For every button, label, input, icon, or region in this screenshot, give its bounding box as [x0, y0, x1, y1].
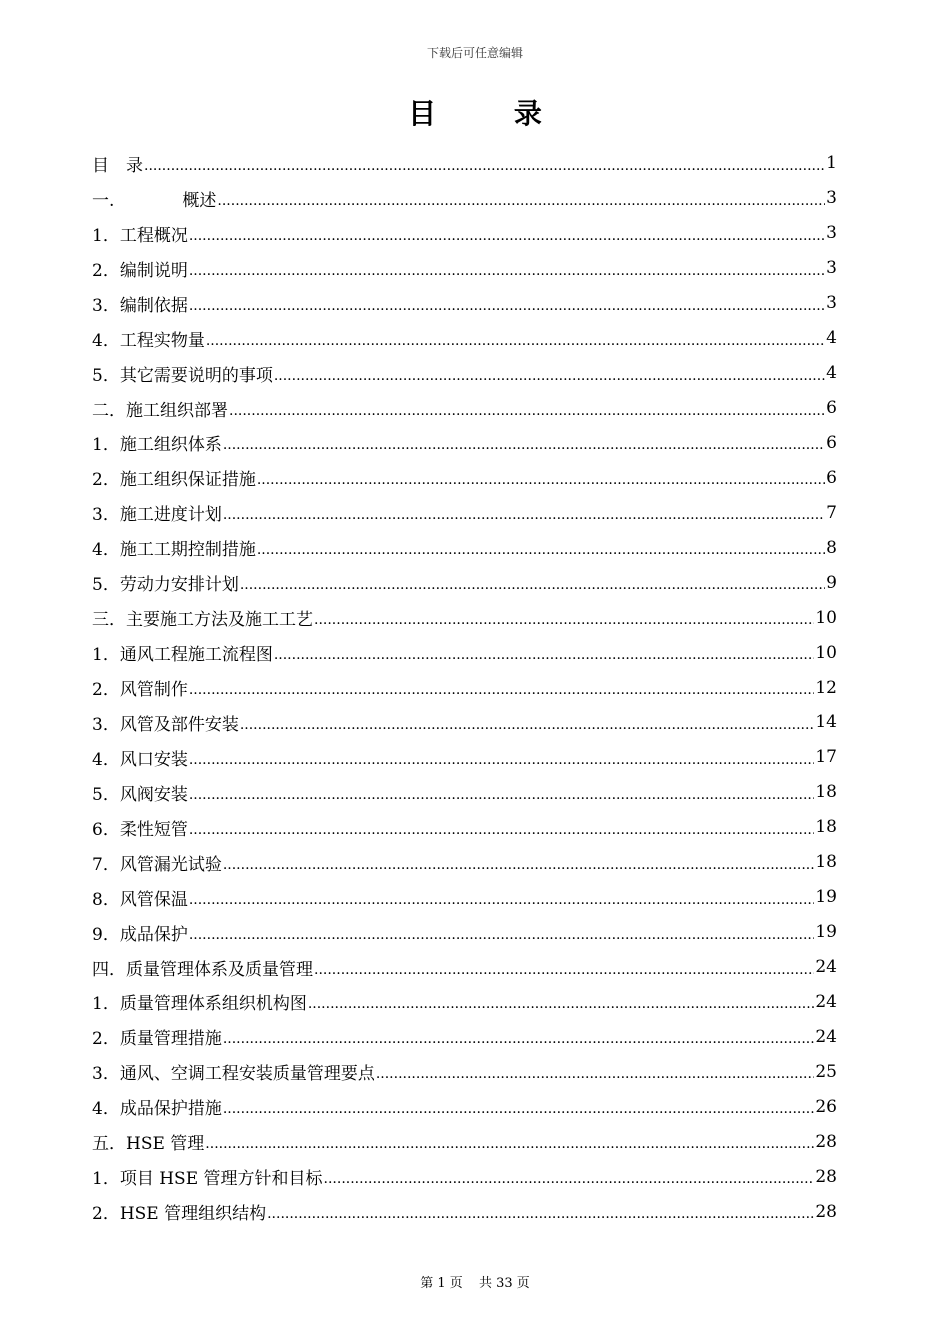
toc-entry[interactable] — [92, 356, 837, 391]
toc-leader-dots — [189, 225, 825, 242]
toc-leader-dots — [189, 295, 825, 312]
toc-entry-label: 2．HSE 管理组织结构 — [92, 1204, 267, 1225]
toc-entry[interactable] — [92, 1124, 837, 1159]
toc-entry[interactable] — [92, 286, 837, 321]
toc-entry-page: 28 — [815, 1131, 837, 1152]
toc-entry[interactable] — [92, 251, 837, 286]
toc-entry-page: 14 — [815, 712, 837, 733]
toc-entry-label: 2．编制说明 — [92, 260, 188, 281]
toc-entry[interactable] — [92, 530, 837, 565]
toc-entry-label: 目 录 — [92, 155, 143, 176]
toc-entry-label: 4．成品保护措施 — [92, 1099, 222, 1120]
toc-leader-dots — [308, 993, 815, 1010]
toc-entry-label: 5．风阀安装 — [92, 784, 188, 805]
toc-entry-label: 四．质量管理体系及质量管理 — [92, 959, 313, 980]
toc-entry[interactable] — [92, 915, 837, 950]
toc-entry[interactable] — [92, 670, 837, 705]
toc-leader-dots — [314, 959, 814, 976]
toc-entry-page: 6 — [826, 467, 837, 488]
toc-leader-dots — [189, 679, 815, 696]
toc-entry-page: 10 — [815, 642, 837, 663]
toc-entry[interactable] — [92, 1089, 837, 1124]
toc-entry-page: 3 — [826, 188, 837, 209]
toc-entry-page: 1 — [826, 153, 837, 174]
toc-leader-dots — [274, 644, 815, 661]
current-page-label: 第 1 页 — [420, 1276, 463, 1291]
toc-entry[interactable] — [92, 810, 837, 845]
toc-leader-dots — [223, 434, 825, 451]
toc-entry-label: 3．通风、空调工程安装质量管理要点 — [92, 1064, 375, 1085]
toc-entry[interactable] — [92, 1054, 837, 1089]
toc-leader-dots — [240, 714, 815, 731]
toc-leader-dots — [205, 1133, 814, 1150]
toc-entry-page: 7 — [826, 502, 837, 523]
toc-leader-dots — [189, 784, 815, 801]
toc-entry-page: 19 — [815, 922, 837, 943]
toc-entry[interactable] — [92, 740, 837, 775]
toc-entry-label: 1．工程概况 — [92, 225, 188, 246]
toc-entry-label: 4．风口安装 — [92, 749, 188, 770]
toc-entry-label: 3．编制依据 — [92, 295, 188, 316]
toc-entry[interactable] — [92, 600, 837, 635]
total-pages-label: 共 33 页 — [478, 1276, 530, 1291]
toc-entry-page: 9 — [826, 572, 837, 593]
toc-entry-label: 1．项目 HSE 管理方针和目标 — [92, 1169, 323, 1190]
toc-entry-label: 1．施工组织体系 — [92, 435, 222, 456]
toc-entry[interactable] — [92, 705, 837, 740]
toc-entry[interactable] — [92, 216, 837, 251]
toc-entry-label: 2．质量管理措施 — [92, 1029, 222, 1050]
toc-entry[interactable] — [92, 1159, 837, 1194]
toc-leader-dots — [217, 190, 825, 207]
toc-entry-page: 24 — [815, 957, 837, 978]
toc-entry-label: 9．成品保护 — [92, 924, 188, 945]
toc-entry-page: 6 — [826, 432, 837, 453]
toc-entry-page: 12 — [815, 677, 837, 698]
toc-entry-page: 6 — [826, 398, 837, 419]
toc-entry-page: 28 — [815, 1201, 837, 1222]
toc-entry-page: 8 — [826, 537, 837, 558]
toc-entry-label: 8．风管保温 — [92, 889, 188, 910]
toc-entry-page: 3 — [826, 293, 837, 314]
toc-entry-page: 24 — [815, 991, 837, 1012]
toc-entry-label: 二．施工组织部署 — [92, 400, 228, 421]
table-of-contents — [92, 146, 837, 1229]
toc-leader-dots — [223, 504, 825, 521]
toc-leader-dots — [223, 1098, 815, 1115]
toc-entry[interactable] — [92, 1194, 837, 1229]
toc-entry-page: 4 — [826, 328, 837, 349]
toc-entry-page: 4 — [826, 363, 837, 384]
toc-leader-dots — [257, 469, 825, 486]
toc-leader-dots — [144, 155, 825, 172]
toc-entry[interactable] — [92, 845, 837, 880]
toc-entry-label: 2．风管制作 — [92, 680, 188, 701]
toc-leader-dots — [189, 749, 815, 766]
toc-entry[interactable] — [92, 321, 837, 356]
toc-entry-page: 26 — [815, 1096, 837, 1117]
toc-entry[interactable] — [92, 565, 837, 600]
toc-entry[interactable] — [92, 985, 837, 1020]
toc-leader-dots — [376, 1063, 815, 1080]
page-header: 下载后可任意编辑 — [426, 46, 523, 60]
toc-leader-dots — [324, 1168, 815, 1185]
toc-entry[interactable] — [92, 181, 837, 216]
toc-entry-label: 4．施工工期控制措施 — [92, 540, 256, 561]
toc-entry[interactable] — [92, 880, 837, 915]
toc-entry-label: 2．施工组织保证措施 — [92, 470, 256, 491]
toc-entry-label: 五．HSE 管理 — [92, 1134, 205, 1155]
toc-entry-page: 19 — [815, 887, 837, 908]
toc-leader-dots — [223, 854, 815, 871]
toc-entry-page: 18 — [815, 817, 837, 838]
toc-entry[interactable] — [92, 391, 837, 426]
toc-entry-page: 25 — [815, 1061, 837, 1082]
page-footer — [0, 1272, 950, 1291]
toc-entry-page: 17 — [815, 747, 837, 768]
toc-entry[interactable] — [92, 146, 837, 181]
toc-entry[interactable] — [92, 775, 837, 810]
toc-entry[interactable] — [92, 426, 837, 461]
toc-entry-label: 1．通风工程施工流程图 — [92, 645, 273, 666]
toc-entry[interactable] — [92, 460, 837, 495]
toc-entry-page: 18 — [815, 782, 837, 803]
toc-leader-dots — [257, 539, 825, 556]
toc-entry-label: 3．风管及部件安装 — [92, 714, 239, 735]
toc-entry-label: 一. 概述 — [92, 190, 217, 211]
toc-entry-label: 6．柔性短管 — [92, 819, 188, 840]
page-title: 目 录 — [408, 97, 576, 130]
toc-entry[interactable] — [92, 1019, 837, 1054]
toc-leader-dots — [314, 609, 814, 626]
toc-entry-label: 3．施工进度计划 — [92, 505, 222, 526]
toc-entry-label: 7．风管漏光试验 — [92, 854, 222, 875]
toc-entry-page: 3 — [826, 258, 837, 279]
toc-leader-dots — [267, 1203, 814, 1220]
toc-leader-dots — [223, 1028, 815, 1045]
toc-leader-dots — [274, 365, 825, 382]
toc-entry-page: 3 — [826, 223, 837, 244]
toc-entry-label: 4．工程实物量 — [92, 330, 205, 351]
toc-leader-dots — [189, 924, 815, 941]
toc-leader-dots — [240, 574, 825, 591]
toc-leader-dots — [229, 400, 825, 417]
toc-leader-dots — [189, 260, 825, 277]
toc-leader-dots — [189, 889, 815, 906]
toc-entry[interactable] — [92, 635, 837, 670]
toc-entry-label: 5．劳动力安排计划 — [92, 575, 239, 596]
toc-entry-page: 10 — [815, 607, 837, 628]
toc-leader-dots — [189, 819, 815, 836]
toc-entry[interactable] — [92, 495, 837, 530]
toc-entry-label: 5．其它需要说明的事项 — [92, 365, 273, 386]
toc-entry-page: 24 — [815, 1026, 837, 1047]
toc-entry-label: 三．主要施工方法及施工工艺 — [92, 610, 313, 631]
toc-entry-label: 1．质量管理体系组织机构图 — [92, 994, 307, 1015]
toc-leader-dots — [206, 330, 825, 347]
toc-entry-page: 28 — [815, 1166, 837, 1187]
toc-entry-page: 18 — [815, 852, 837, 873]
toc-entry[interactable] — [92, 950, 837, 985]
